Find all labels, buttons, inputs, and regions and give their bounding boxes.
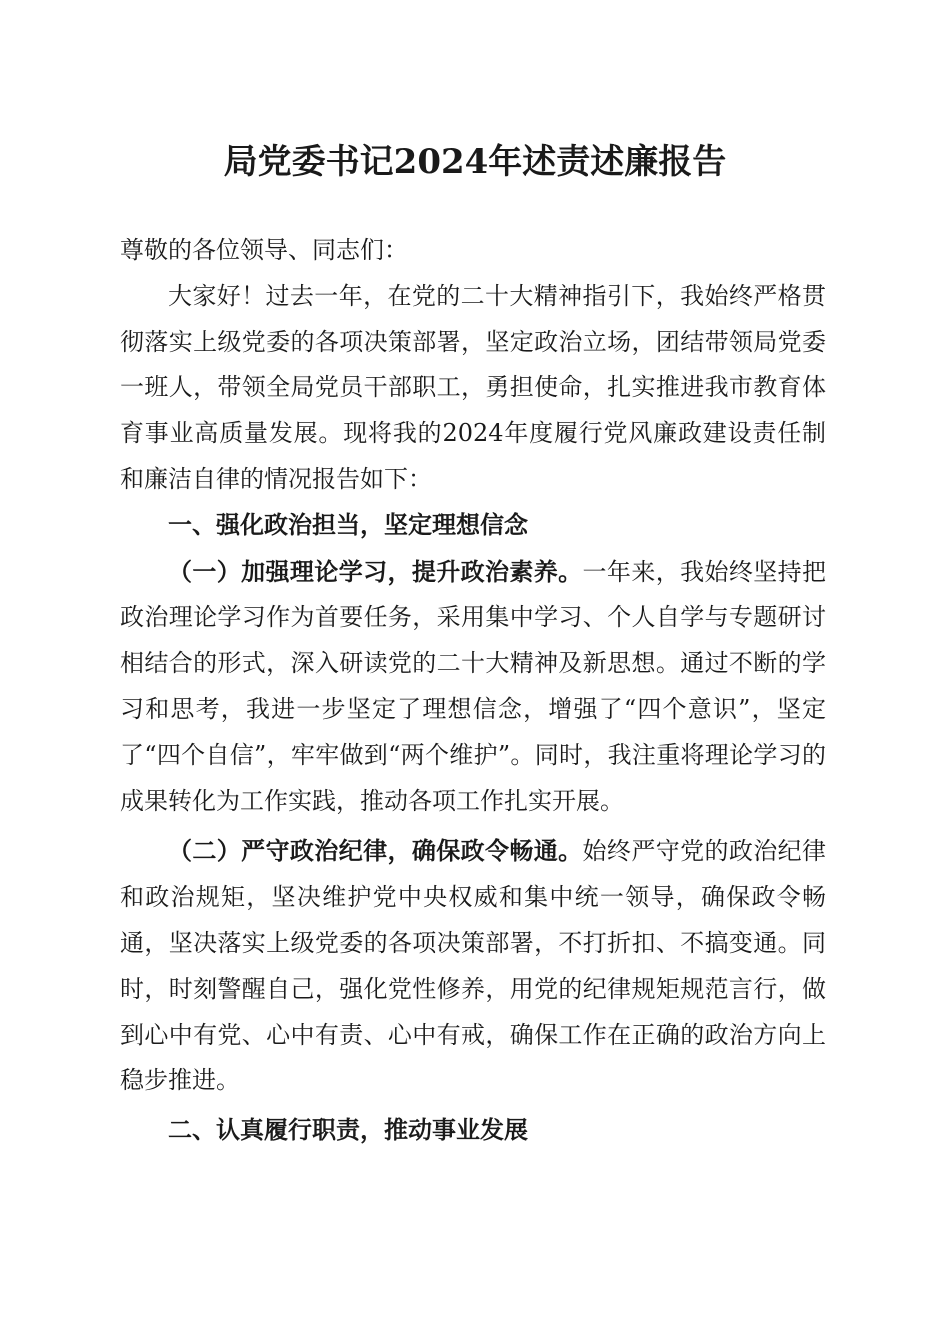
document-title: 局党委书记2024年述责述廉报告 — [223, 142, 727, 182]
section-1-item-1 — [120, 549, 826, 825]
section-2-heading: 二、认真履行职责，推动事业发展 — [168, 1116, 528, 1145]
section-1-item-2-lead: （二）严守政治纪律，确保政令畅通。 — [168, 836, 583, 866]
intro-paragraph: 大家好！过去一年，在党的二十大精神指引下，我始终严格贯彻落实上级党委的各项决策部署，坚定政治立场，团结带领局党委一班人，带领全局党员干部职工，勇担使命，扎实推进我市教育体育事业高质量发展。现将我的2024年度履行党风廉政建设责任制和廉洁自律的情况报告如下： — [120, 281, 826, 493]
section-1-item-2 — [120, 828, 826, 1104]
salutation: 尊敬的各位领导、同志们： — [120, 236, 408, 264]
section-1-heading: 一、强化政治担当，坚定理想信念 — [168, 510, 528, 539]
section-1-item-1-lead: （一）加强理论学习，提升政治素养。 — [168, 556, 583, 586]
document-body — [120, 228, 826, 1154]
section-1-item-1-text: 一年来，我始终坚持把政治理论学习作为首要任务，采用集中学习、个人自学与专题研讨相结合的形式，深入研读党的二十大精神及新思想。通过不断的学习和思考，我进一步坚定了理想信念，增强了“四个意识”，坚定了“四个自信”，牢牢做到“两个维护”。同时，我注重将理论学习的成果转化为工作实践，推动各项工作扎实开展。 — [120, 557, 827, 815]
section-1-item-2-text: 始终严守党的政治纪律和政治规矩，坚决维护党中央权威和集中统一领导，确保政令畅通，坚决落实上级党委的各项决策部署，不打折扣、不搞变通。同时，时刻警醒自己，强化党性修养，用党的纪律规矩规范言行，做到心中有党、心中有责、心中有戒，确保工作在正确的政治方向上稳步推进。 — [120, 837, 827, 1095]
